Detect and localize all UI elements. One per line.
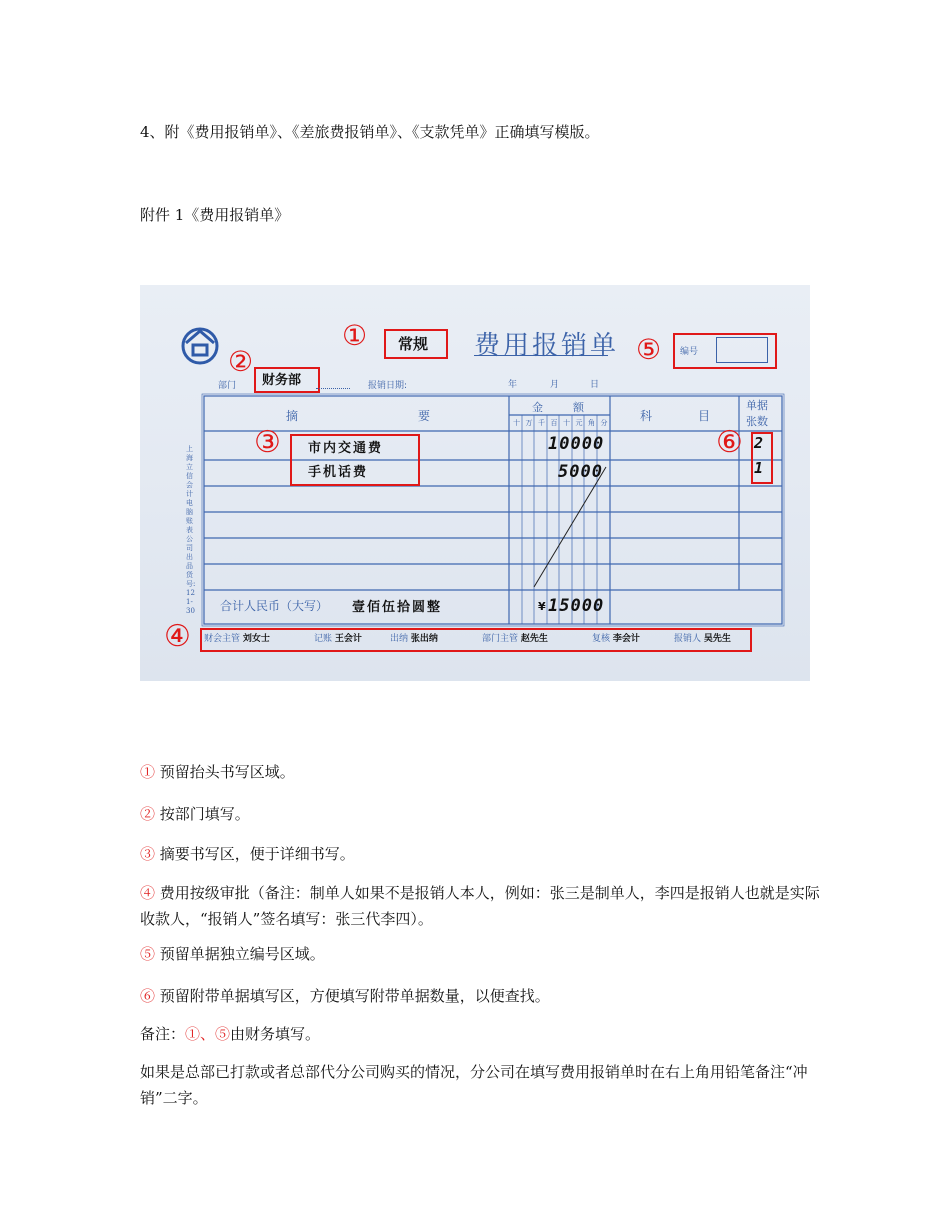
- marker-4: ④: [164, 619, 191, 654]
- col-summary-1: 摘: [286, 409, 299, 423]
- note-marker: ④: [140, 884, 156, 902]
- note-item: [140, 880, 820, 932]
- signature-row: [204, 631, 748, 647]
- col-subject-2: 目: [698, 409, 711, 423]
- note-marker: ②: [140, 805, 156, 823]
- signature-item: [592, 631, 640, 644]
- remark-prefix: 备注：: [140, 1025, 186, 1043]
- note-item: [140, 983, 820, 1009]
- remark: [140, 1024, 320, 1044]
- dept-label: 部门: [218, 381, 237, 391]
- amount-unit: 百: [550, 419, 558, 427]
- total-label: 合计人民币（大写）: [220, 599, 329, 613]
- docs-row-1: 2: [754, 434, 764, 452]
- month-label: 月: [550, 380, 560, 390]
- amount-unit: 千: [538, 419, 545, 427]
- amount-unit: 分: [600, 419, 608, 427]
- signature-item: [482, 631, 548, 644]
- signature-item: [674, 631, 731, 644]
- note-item: [140, 941, 820, 967]
- col-docs-1: 单据: [746, 399, 768, 412]
- total-amount: 15000: [548, 596, 605, 616]
- signature-name: 吴先生: [703, 634, 731, 644]
- currency-sign: ¥: [538, 600, 546, 613]
- marker-1: ①: [342, 319, 368, 352]
- day-label: 日: [590, 380, 600, 390]
- amount-unit: 元: [575, 419, 583, 427]
- signature-role: 复核: [592, 634, 613, 644]
- amount-units: [510, 418, 610, 428]
- note-marker: ③: [140, 845, 156, 863]
- amount-row-2: 5000: [558, 462, 603, 482]
- note-marker: ⑥: [140, 987, 156, 1005]
- marker-6: ⑥: [716, 425, 743, 460]
- note-text: 按部门填写。: [155, 805, 250, 823]
- attachment-title: 附件 1《费用报销单》: [140, 206, 290, 224]
- form-title: 费用报销单: [474, 331, 620, 361]
- normal-label: 常规: [398, 335, 429, 353]
- signature-role: 出纳: [390, 634, 411, 644]
- amount-unit: 十: [513, 419, 520, 427]
- serial-label: 编号: [680, 347, 699, 357]
- col-amount-2: 额: [573, 401, 584, 414]
- marker-5: ⑤: [636, 333, 662, 366]
- note-text: 摘要书写区，便于详细书写。: [155, 845, 355, 863]
- note-text: 预留单据独立编号区域。: [155, 945, 325, 963]
- note-item: [140, 801, 820, 827]
- summary-row-1: 市内交通费: [308, 441, 384, 456]
- section-heading: 4、附《费用报销单》、《差旅费报销单》、《支款凭单》正确填写模版。: [140, 123, 600, 141]
- year-label: 年: [508, 380, 518, 390]
- side-text: 上海立信会计电脑账表公司出品 货号: 121-30: [186, 445, 196, 615]
- signature-item: [390, 631, 438, 644]
- marker-3: ③: [254, 425, 281, 460]
- signature-role: 财会主管: [204, 634, 243, 644]
- signature-item: [314, 631, 362, 644]
- col-summary-2: 要: [418, 409, 431, 423]
- form-grid: [140, 285, 810, 681]
- total-words: 壹佰伍拾圆整: [352, 600, 443, 615]
- final-paragraph: 如果是总部已打款或者总部代分公司购买的情况，分公司在填写费用报销单时在右上角用铅笔备注“冲销”二字。: [140, 1063, 808, 1107]
- signature-name: 王会计: [334, 634, 362, 644]
- signature-role: 部门主管: [482, 634, 521, 644]
- marker-2: ②: [228, 345, 254, 378]
- col-docs-2: 张数: [746, 415, 768, 428]
- amount-row-1: 10000: [548, 434, 605, 454]
- col-amount-1: 金: [532, 401, 543, 414]
- signature-role: 报销人: [674, 634, 704, 644]
- note-marker: ⑤: [140, 945, 156, 963]
- note-text: 费用按级审批（备注：制单人如果不是报销人本人，例如：张三是制单人，李四是报销人也就是实际收款人，“报销人”签名填写：张三代李四）。: [140, 884, 820, 928]
- signature-role: 记账: [314, 634, 335, 644]
- signature-name: 李会计: [612, 634, 640, 644]
- summary-row-2: 手机话费: [308, 465, 369, 480]
- note-item: [140, 841, 820, 867]
- col-subject-1: 科: [640, 409, 653, 423]
- reimbursement-form-photo: [140, 285, 810, 681]
- signature-name: 赵先生: [520, 634, 548, 644]
- dept-value: 财务部: [262, 373, 302, 388]
- note-text: 预留抬头书写区域。: [155, 763, 295, 781]
- signature-item: [204, 631, 270, 644]
- amount-unit: 十: [563, 419, 570, 427]
- amount-unit: 角: [588, 419, 595, 427]
- docs-row-2: 1: [754, 459, 764, 477]
- note-item: [140, 759, 820, 785]
- signature-name: 张出纳: [410, 634, 438, 644]
- remark-suffix: 由财务填写。: [230, 1025, 321, 1043]
- note-marker: ①: [140, 763, 156, 781]
- remark-marks: ①、⑤: [185, 1025, 231, 1043]
- signature-name: 刘女士: [242, 634, 270, 644]
- note-text: 预留附带单据填写区，方便填写附带单据数量，以便查找。: [155, 987, 550, 1005]
- date-label: 报销日期:: [368, 381, 408, 391]
- amount-unit: 万: [525, 419, 533, 427]
